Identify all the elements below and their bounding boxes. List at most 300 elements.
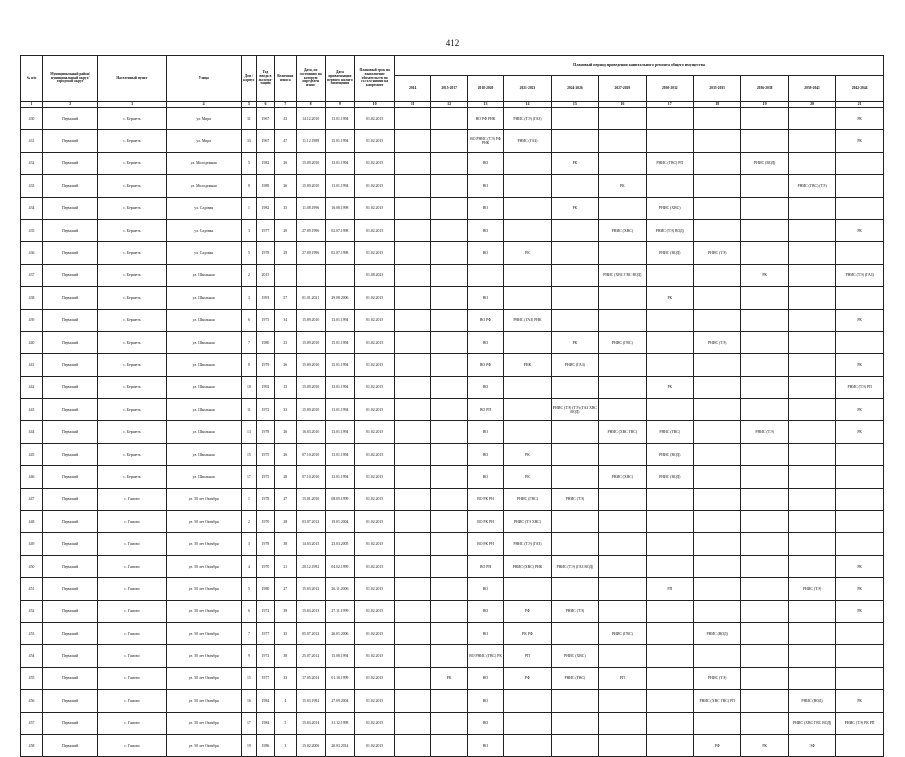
- table-cell: [551, 734, 598, 756]
- table-cell: [693, 421, 740, 443]
- table-cell: Пермский: [43, 511, 98, 533]
- table-cell: РК: [836, 309, 884, 331]
- table-row: [21, 690, 884, 712]
- table-cell: [599, 645, 646, 667]
- table-cell: РНИС (ТЭ) (ГАЗ): [504, 108, 551, 130]
- table-cell: [646, 130, 693, 152]
- table-cell: 01.02.2015: [355, 667, 395, 689]
- table-cell: 15.01.1994: [325, 130, 355, 152]
- table-cell: РНИС (ГВС): [646, 421, 693, 443]
- table-cell: [431, 511, 467, 533]
- table-cell: 26.11.2006: [325, 578, 355, 600]
- table-cell: ВО РФ: [467, 354, 503, 376]
- table-cell: [504, 287, 551, 309]
- table-cell: РК: [836, 555, 884, 577]
- table-cell: [599, 488, 646, 510]
- table-cell: 26: [274, 443, 296, 465]
- table-cell: [551, 264, 598, 286]
- table-cell: 01.02.2015: [355, 152, 395, 174]
- table-cell: [431, 331, 467, 353]
- table-cell: [551, 622, 598, 644]
- table-cell: [431, 219, 467, 241]
- table-cell: [741, 488, 788, 510]
- table-cell: 26.01.2006: [325, 622, 355, 644]
- table-cell: [551, 533, 598, 555]
- table-cell: 13.01.1994: [325, 152, 355, 174]
- table-row: [21, 466, 884, 488]
- table-cell: [741, 287, 788, 309]
- table-cell: Пермский: [43, 175, 98, 197]
- table-cell: [693, 175, 740, 197]
- table-cell: [395, 555, 431, 577]
- table-cell: 01.02.2015: [355, 578, 395, 600]
- table-cell: 1970: [257, 511, 275, 533]
- table-cell: [741, 331, 788, 353]
- table-cell: 440: [21, 331, 43, 353]
- table-cell: [431, 443, 467, 465]
- table-cell: 1978: [257, 242, 275, 264]
- table-cell: РНИС (ТЭ ХВС): [504, 511, 551, 533]
- header-period: 2018-2020: [467, 76, 503, 102]
- table-cell: 1972: [257, 600, 275, 622]
- table-cell: Пермский: [43, 108, 98, 130]
- table-cell: 1980: [257, 578, 275, 600]
- table-cell: ул. Молодежная: [166, 175, 241, 197]
- table-cell: [788, 533, 835, 555]
- table-cell: [395, 175, 431, 197]
- table-cell: 28: [274, 511, 296, 533]
- table-cell: 27: [274, 578, 296, 600]
- table-cell: 11.08.1996: [296, 197, 325, 219]
- table-cell: 29: [274, 242, 296, 264]
- table-cell: с. Гамово: [98, 622, 166, 644]
- table-cell: [431, 197, 467, 219]
- table-cell: Пермский: [43, 219, 98, 241]
- table-cell: [836, 645, 884, 667]
- table-cell: 23: [274, 331, 296, 353]
- table-cell: Пермский: [43, 376, 98, 398]
- table-cell: 01.02.2015: [355, 197, 395, 219]
- table-cell: Пермский: [43, 242, 98, 264]
- column-number: 1: [21, 102, 43, 108]
- table-row: [21, 331, 884, 353]
- table-cell: [693, 712, 740, 734]
- table-cell: [646, 622, 693, 644]
- table-cell: 08.05.1999: [325, 488, 355, 510]
- table-cell: 21: [274, 555, 296, 577]
- column-number: 18: [693, 102, 740, 108]
- table-cell: 3: [241, 533, 256, 555]
- table-cell: ВО: [467, 242, 503, 264]
- table-cell: 449: [21, 533, 43, 555]
- table-cell: 27.09.1996: [296, 219, 325, 241]
- table-cell: 01.02.2015: [355, 219, 395, 241]
- table-cell: 452: [21, 600, 43, 622]
- table-cell: РК: [431, 667, 467, 689]
- table-cell: [504, 578, 551, 600]
- table-cell: [836, 331, 884, 353]
- table-cell: 444: [21, 421, 43, 443]
- table-cell: [788, 443, 835, 465]
- table-cell: 26: [274, 175, 296, 197]
- table-cell: с. Бершеть: [98, 197, 166, 219]
- header-row: [21, 56, 884, 76]
- table-cell: [504, 264, 551, 286]
- table-cell: [693, 555, 740, 577]
- table-cell: [788, 309, 835, 331]
- table-cell: [395, 645, 431, 667]
- table-cell: РНИС (ГВС): [504, 488, 551, 510]
- table-cell: РНИС (ВОД): [693, 622, 740, 644]
- table-cell: 441: [21, 354, 43, 376]
- table-cell: [788, 466, 835, 488]
- table-cell: [788, 488, 835, 510]
- table-cell: [551, 287, 598, 309]
- table-cell: [836, 488, 884, 510]
- table-cell: 7: [241, 622, 256, 644]
- table-cell: РНИС (ГАЗ): [504, 130, 551, 152]
- table-cell: 31: [241, 108, 256, 130]
- table-cell: 447: [21, 488, 43, 510]
- table-cell: 438: [21, 287, 43, 309]
- table-cell: 15.09.2010: [296, 175, 325, 197]
- table-cell: [599, 734, 646, 756]
- table-cell: ВО: [467, 287, 503, 309]
- table-cell: 1967: [257, 108, 275, 130]
- table-row: [21, 399, 884, 421]
- table-cell: [431, 175, 467, 197]
- table-cell: ул. 50 лет Октября: [166, 622, 241, 644]
- table-cell: [395, 264, 431, 286]
- table-cell: 1: [241, 197, 256, 219]
- table-cell: [431, 399, 467, 421]
- table-cell: РНИС (ХВС ГВС ВОД): [788, 712, 835, 734]
- table-cell: РНИС (ГВС): [599, 622, 646, 644]
- table-cell: ул. 50 лет Октября: [166, 488, 241, 510]
- header-plan-period: Плановый период проведения капитального ремонта общего имущества: [395, 56, 884, 76]
- table-cell: 1989: [257, 175, 275, 197]
- table-cell: ВО РК РН: [467, 533, 503, 555]
- header-wear: Величина износа: [274, 56, 296, 102]
- header-period: 2014: [395, 76, 431, 102]
- table-cell: [646, 108, 693, 130]
- table-cell: [431, 533, 467, 555]
- table-cell: РК: [741, 264, 788, 286]
- table-cell: [788, 421, 835, 443]
- table-cell: 13.01.1994: [325, 466, 355, 488]
- column-number: 9: [325, 102, 355, 108]
- table-cell: [431, 712, 467, 734]
- table-cell: ВО: [467, 667, 503, 689]
- table-cell: [395, 443, 431, 465]
- table-cell: 435: [21, 219, 43, 241]
- table-cell: 11.12.1989: [296, 130, 325, 152]
- table-cell: [741, 309, 788, 331]
- table-cell: РК РФ: [504, 622, 551, 644]
- header-period: 2033-2035: [693, 76, 740, 102]
- table-cell: ул. Школьная: [166, 466, 241, 488]
- column-number: 4: [166, 102, 241, 108]
- table-cell: Пермский: [43, 354, 98, 376]
- table-cell: РНИС (ВОД): [646, 443, 693, 465]
- table-cell: [467, 264, 503, 286]
- table-cell: [836, 175, 884, 197]
- table-cell: ВО: [467, 152, 503, 174]
- table-cell: 10: [241, 376, 256, 398]
- table-cell: РК: [836, 399, 884, 421]
- table-cell: 1972: [257, 399, 275, 421]
- table-row: [21, 152, 884, 174]
- table-cell: [693, 108, 740, 130]
- table-row: [21, 511, 884, 533]
- table-cell: [395, 399, 431, 421]
- table-cell: 5: [241, 242, 256, 264]
- table-cell: 442: [21, 376, 43, 398]
- table-cell: Пермский: [43, 600, 98, 622]
- table-cell: [431, 376, 467, 398]
- header-period: 2036-2038: [741, 76, 788, 102]
- table-cell: 01.02.2015: [355, 645, 395, 667]
- column-number: 10: [355, 102, 395, 108]
- table-cell: с. Бершеть: [98, 421, 166, 443]
- table-cell: 01.02.2015: [355, 734, 395, 756]
- table-cell: 01.02.2015: [355, 555, 395, 577]
- table-cell: 28: [274, 466, 296, 488]
- column-number: 14: [504, 102, 551, 108]
- column-number: 20: [788, 102, 835, 108]
- table-cell: 39: [274, 600, 296, 622]
- table-cell: РНИС (ВОД): [646, 466, 693, 488]
- table-cell: 1982: [257, 152, 275, 174]
- table-cell: 01.02.2015: [355, 622, 395, 644]
- table-cell: РК: [551, 152, 598, 174]
- table-cell: 01.02.2015: [355, 511, 395, 533]
- table-cell: 26: [274, 421, 296, 443]
- table-cell: Пермский: [43, 421, 98, 443]
- table-cell: [741, 578, 788, 600]
- table-cell: [431, 354, 467, 376]
- table-cell: [741, 645, 788, 667]
- table-cell: ул. Мира: [166, 130, 241, 152]
- table-row: [21, 130, 884, 152]
- table-cell: РНИС (ВОД): [788, 690, 835, 712]
- table-cell: 458: [21, 734, 43, 756]
- table-cell: 16.08.1998: [325, 197, 355, 219]
- table-cell: 02.07.1998: [325, 242, 355, 264]
- header-period: 2027-2029: [599, 76, 646, 102]
- table-cell: [788, 376, 835, 398]
- table-cell: [741, 466, 788, 488]
- table-cell: РНИС (ТЭ) (ГАЗ ВОД): [551, 555, 598, 577]
- table-cell: [693, 443, 740, 465]
- table-cell: [788, 152, 835, 174]
- table-cell: 27.09.1996: [296, 242, 325, 264]
- table-cell: ул. Школьная: [166, 399, 241, 421]
- table-cell: [836, 667, 884, 689]
- table-cell: РНИС (ХВС): [599, 466, 646, 488]
- table-cell: с. Гамово: [98, 645, 166, 667]
- table-cell: 17: [241, 466, 256, 488]
- table-cell: [504, 690, 551, 712]
- table-cell: 01.02.2015: [355, 309, 395, 331]
- header-period: 2042-2044: [836, 76, 884, 102]
- table-cell: РНИС (ГВС): [599, 331, 646, 353]
- table-cell: ул. 50 лет Октября: [166, 645, 241, 667]
- column-number: 11: [395, 102, 431, 108]
- table-cell: [599, 130, 646, 152]
- table-cell: 15.09.2010: [296, 309, 325, 331]
- table-cell: 43: [274, 108, 296, 130]
- table-cell: с. Бершеть: [98, 175, 166, 197]
- table-row: [21, 645, 884, 667]
- table-cell: 5: [241, 578, 256, 600]
- header-municipality: Муниципальный район/ муниципальный округ/городской округ: [43, 56, 98, 102]
- table-cell: [599, 443, 646, 465]
- table-cell: РК: [741, 734, 788, 756]
- table-cell: 2015: [257, 264, 275, 286]
- table-row: [21, 712, 884, 734]
- table-cell: РНИС (ТЭ): [693, 331, 740, 353]
- table-cell: РК: [836, 108, 884, 130]
- table-cell: [693, 645, 740, 667]
- table-cell: РК: [836, 600, 884, 622]
- table-cell: [693, 197, 740, 219]
- table-cell: [551, 108, 598, 130]
- table-cell: 33: [241, 130, 256, 152]
- table-cell: РК: [836, 421, 884, 443]
- table-cell: Пермский: [43, 152, 98, 174]
- table-cell: 31.12.1998: [325, 712, 355, 734]
- table-cell: 1977: [257, 667, 275, 689]
- table-cell: [395, 734, 431, 756]
- table-cell: 19: [241, 734, 256, 756]
- table-cell: РНИС (ГАЗ) РНК: [504, 309, 551, 331]
- table-cell: [788, 600, 835, 622]
- table-cell: [741, 511, 788, 533]
- table-cell: [646, 264, 693, 286]
- table-cell: с. Бершеть: [98, 354, 166, 376]
- table-cell: 27.11.1999: [325, 600, 355, 622]
- table-cell: 07.10.2010: [296, 443, 325, 465]
- table-cell: Пермский: [43, 130, 98, 152]
- table-cell: 15: [241, 443, 256, 465]
- table-cell: [504, 421, 551, 443]
- table-cell: [395, 578, 431, 600]
- table-cell: [693, 287, 740, 309]
- table-cell: Пермский: [43, 488, 98, 510]
- table-cell: [741, 443, 788, 465]
- table-cell: РНИС (ВОД): [741, 152, 788, 174]
- table-cell: 15.09.2010: [296, 354, 325, 376]
- table-cell: ВО РК РН: [467, 511, 503, 533]
- table-cell: 27: [274, 488, 296, 510]
- table-cell: [741, 712, 788, 734]
- column-number: 12: [431, 102, 467, 108]
- table-cell: 01.02.2015: [355, 690, 395, 712]
- table-cell: 47: [274, 130, 296, 152]
- table-cell: [836, 533, 884, 555]
- table-cell: [325, 264, 355, 286]
- column-number: 21: [836, 102, 884, 108]
- table-cell: [646, 354, 693, 376]
- table-cell: [274, 264, 296, 286]
- table-row: [21, 622, 884, 644]
- table-cell: 01.02.2015: [355, 443, 395, 465]
- table-cell: 1992: [257, 376, 275, 398]
- table-cell: [646, 533, 693, 555]
- table-cell: [788, 264, 835, 286]
- table-cell: 436: [21, 242, 43, 264]
- table-cell: 451: [21, 578, 43, 600]
- table-cell: 35: [274, 622, 296, 644]
- table-cell: РНИС (ГАЗ): [551, 354, 598, 376]
- table-cell: [431, 690, 467, 712]
- table-cell: [741, 690, 788, 712]
- table-cell: 453: [21, 622, 43, 644]
- table-cell: [395, 667, 431, 689]
- table-cell: [395, 466, 431, 488]
- table-cell: 04.02.1999: [325, 555, 355, 577]
- table-cell: с. Бершеть: [98, 376, 166, 398]
- table-cell: [395, 219, 431, 241]
- table-cell: [646, 555, 693, 577]
- table-cell: РНИС (ВОД): [646, 242, 693, 264]
- table-cell: с. Бершеть: [98, 443, 166, 465]
- table-cell: [551, 376, 598, 398]
- table-row: [21, 488, 884, 510]
- table-cell: Пермский: [43, 622, 98, 644]
- table-cell: 01.02.2015: [355, 376, 395, 398]
- header-house: Дом / корпус: [241, 56, 256, 102]
- table-cell: 01.02.2015: [355, 108, 395, 130]
- table-cell: [551, 309, 598, 331]
- table-row: [21, 376, 884, 398]
- table-cell: [395, 622, 431, 644]
- table-cell: Пермский: [43, 197, 98, 219]
- table-cell: ВО: [467, 578, 503, 600]
- table-cell: [646, 309, 693, 331]
- table-cell: РНИС (ТЭ) РП: [836, 376, 884, 398]
- table-cell: [395, 354, 431, 376]
- table-cell: РНИС (ГВС) РП: [646, 152, 693, 174]
- table-cell: 3: [241, 219, 256, 241]
- table-cell: 38: [274, 645, 296, 667]
- table-cell: 13.01.1994: [325, 108, 355, 130]
- column-number: 6: [257, 102, 275, 108]
- table-cell: [741, 130, 788, 152]
- table-cell: с. Гамово: [98, 533, 166, 555]
- table-cell: [296, 264, 325, 286]
- table-cell: [836, 734, 884, 756]
- table-cell: ВО: [467, 734, 503, 756]
- table-cell: РК: [836, 578, 884, 600]
- column-number: 7: [274, 102, 296, 108]
- table-cell: [395, 287, 431, 309]
- table-cell: 26: [274, 152, 296, 174]
- table-cell: ул. 50 лет Октября: [166, 690, 241, 712]
- table-cell: 1967: [257, 130, 275, 152]
- table-cell: 431: [21, 130, 43, 152]
- table-cell: Пермский: [43, 690, 98, 712]
- table-cell: ВО: [467, 197, 503, 219]
- table-cell: [504, 152, 551, 174]
- table-cell: 4: [274, 690, 296, 712]
- table-cell: 01.02.2015: [355, 175, 395, 197]
- table-cell: 13.01.1994: [325, 399, 355, 421]
- table-cell: Пермский: [43, 309, 98, 331]
- table-cell: [599, 309, 646, 331]
- table-cell: [431, 130, 467, 152]
